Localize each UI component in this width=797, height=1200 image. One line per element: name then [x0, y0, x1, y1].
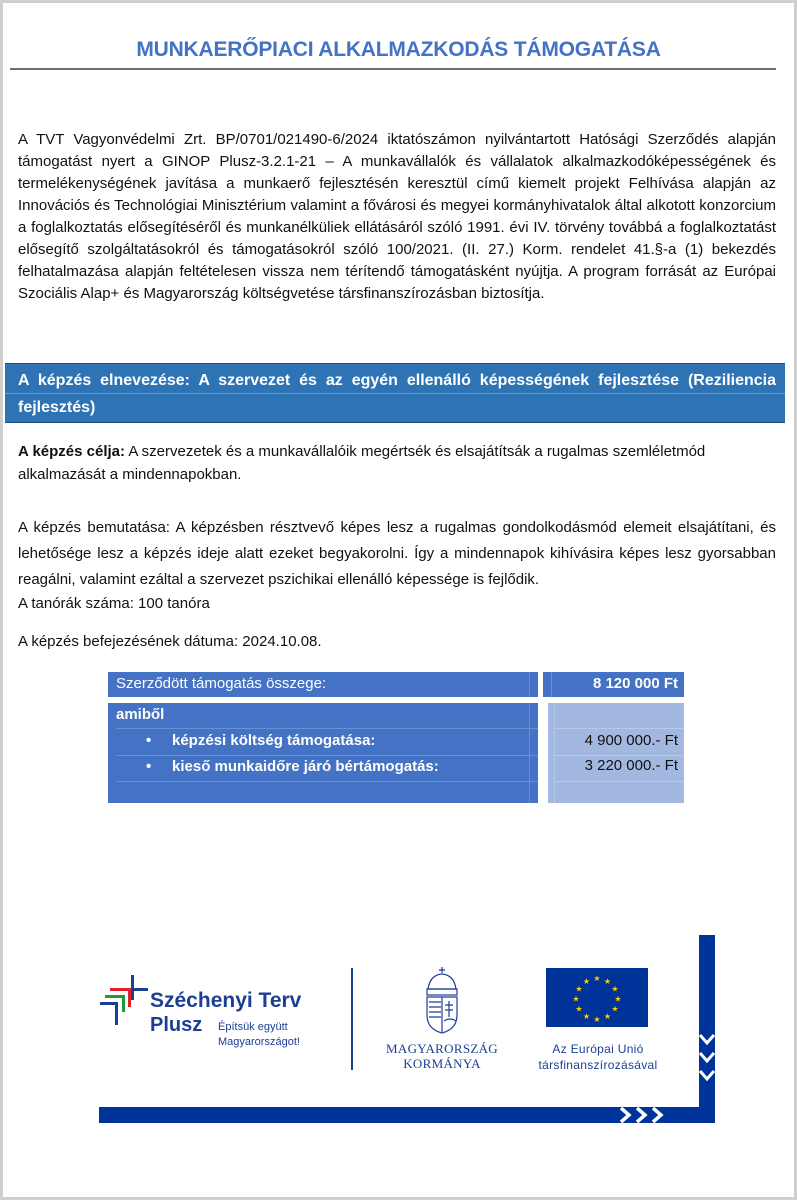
svg-text:★: ★: [603, 977, 612, 986]
funding-breakdown-labels: [108, 703, 538, 803]
title-divider: [10, 68, 776, 70]
footer-frame-vertical: [699, 935, 715, 1123]
coat-of-arms-icon: [420, 965, 464, 1035]
svg-text:★: ★: [575, 984, 583, 994]
svg-text:★: ★: [603, 1012, 612, 1021]
goal-label: A képzés célja:: [18, 443, 125, 460]
training-name-banner: [5, 363, 785, 423]
bullet-icon: •: [146, 732, 152, 749]
funding-item-value: 3 220 000.- Ft: [584, 757, 678, 774]
bullet-icon: •: [146, 758, 152, 775]
svg-text:★: ★: [611, 1004, 619, 1014]
chevron-right-icon: [619, 1107, 679, 1123]
training-name-heading: A képzés elnevezése: A szervezet és az egyén ellenálló képességének fejlesztése (Reziliencia fejlesztés): [18, 372, 776, 416]
training-goal: [18, 440, 778, 486]
footer-frame-horizontal: [99, 1107, 715, 1123]
svg-text:★: ★: [582, 1012, 591, 1021]
training-presentation: A képzés bemutatása: A képzésben résztvevő képes lesz a rugalmas gondolkodásmód elemeit elsajátítani, és lehetősége lesz a képzés ideje alatt ezeket begyakorolni. Így a mindennapok kihívásira képes lesz gyorsabban reagálni, valamint ezáltal a szervezet pszichikai ellenálló képessége is fejlődik.: [18, 519, 776, 588]
intro-paragraph: A TVT Vagyonvédelmi Zrt. BP/0701/021490-6/2024 iktatószámon nyilvántartott Hatósági Szerződés alapján támogatást nyert a GINOP Plusz-3.2.1-21 – A munkavállalók és vállalatok alkalmazkodóképességének és termelékenységének javítása a munkaerő fejlesztésén keresztül című kiemelt projekt Felhívása alapján az Innovációs és Technológiai Minisztérium valamint a fővárosi és megyei kormányhivatalok által alkotott konzorcium a foglalkoztatás elősegítéséről és munkanélküliek ellátásáról szóló 1991. évi IV. törvény továbbá a foglalkoztatást elősegítő szolgáltatásokról és támogatásokról szóló 100/2021. (II. 27.) Korm. rendelet 41.§-a (1) bekezdés felhatalmazása alapján feltételesen vissza nem térítendő támogatásként nyújtja. A program forrását az Európai Szociális Alap+ és Magyarország költségvetése társfinanszírozásban biztosítja.: [18, 131, 776, 302]
funding-total-label-cell: [108, 672, 538, 697]
eu-text: Az Európai Unió társfinanszírozásával: [538, 1042, 658, 1072]
funding-breakdown-values: [548, 703, 684, 803]
chevron-down-icon: [699, 1033, 715, 1093]
svg-text:★: ★: [572, 994, 580, 1004]
svg-text:★: ★: [582, 977, 591, 986]
government-text: MAGYARORSZÁG KORMÁNYA: [386, 1041, 498, 1071]
funding-item-label: • kieső munkaidőre járó bértámogatás:: [146, 758, 439, 775]
szechenyi-plusz: Plusz: [150, 1014, 203, 1036]
funding-subheader: amiből: [116, 706, 165, 723]
svg-text:★: ★: [593, 974, 601, 983]
funding-total-value: 8 120 000 Ft: [592, 675, 678, 692]
hungarian-government-logo: [372, 965, 512, 1075]
szechenyi-terv-logo: [100, 975, 330, 1055]
funding-total-value-cell: [543, 672, 684, 697]
page-title: MUNKAERŐPIACI ALKALMAZKODÁS TÁMOGATÁSA: [136, 38, 661, 61]
svg-text:★: ★: [593, 1015, 601, 1024]
szechenyi-cross-icon: [100, 975, 150, 1030]
funding-item-label: • képzési költség támogatása:: [146, 732, 376, 749]
szechenyi-slogan: Építsük együtt Magyarországot!: [218, 1021, 300, 1048]
funding-item-value: 4 900 000.- Ft: [584, 732, 678, 749]
eu-flag-icon: [546, 968, 648, 1027]
svg-text:★: ★: [575, 1004, 583, 1014]
logo-divider: [351, 968, 353, 1070]
training-hours: A tanórák száma: 100 tanóra: [18, 595, 210, 612]
goal-text: A szervezetek és a munkavállalóik megértsék és elsajátítsák a rugalmas szemléletmód alkalmazását a mindennapokban.: [18, 443, 706, 483]
funding-total-label: Szerződött támogatás összege:: [116, 675, 327, 692]
svg-text:★: ★: [611, 984, 619, 994]
szechenyi-title: Széchenyi Terv: [150, 989, 302, 1012]
training-end-date: A képzés befejezésének dátuma: 2024.10.08.: [18, 633, 322, 650]
svg-text:★: ★: [614, 994, 622, 1004]
